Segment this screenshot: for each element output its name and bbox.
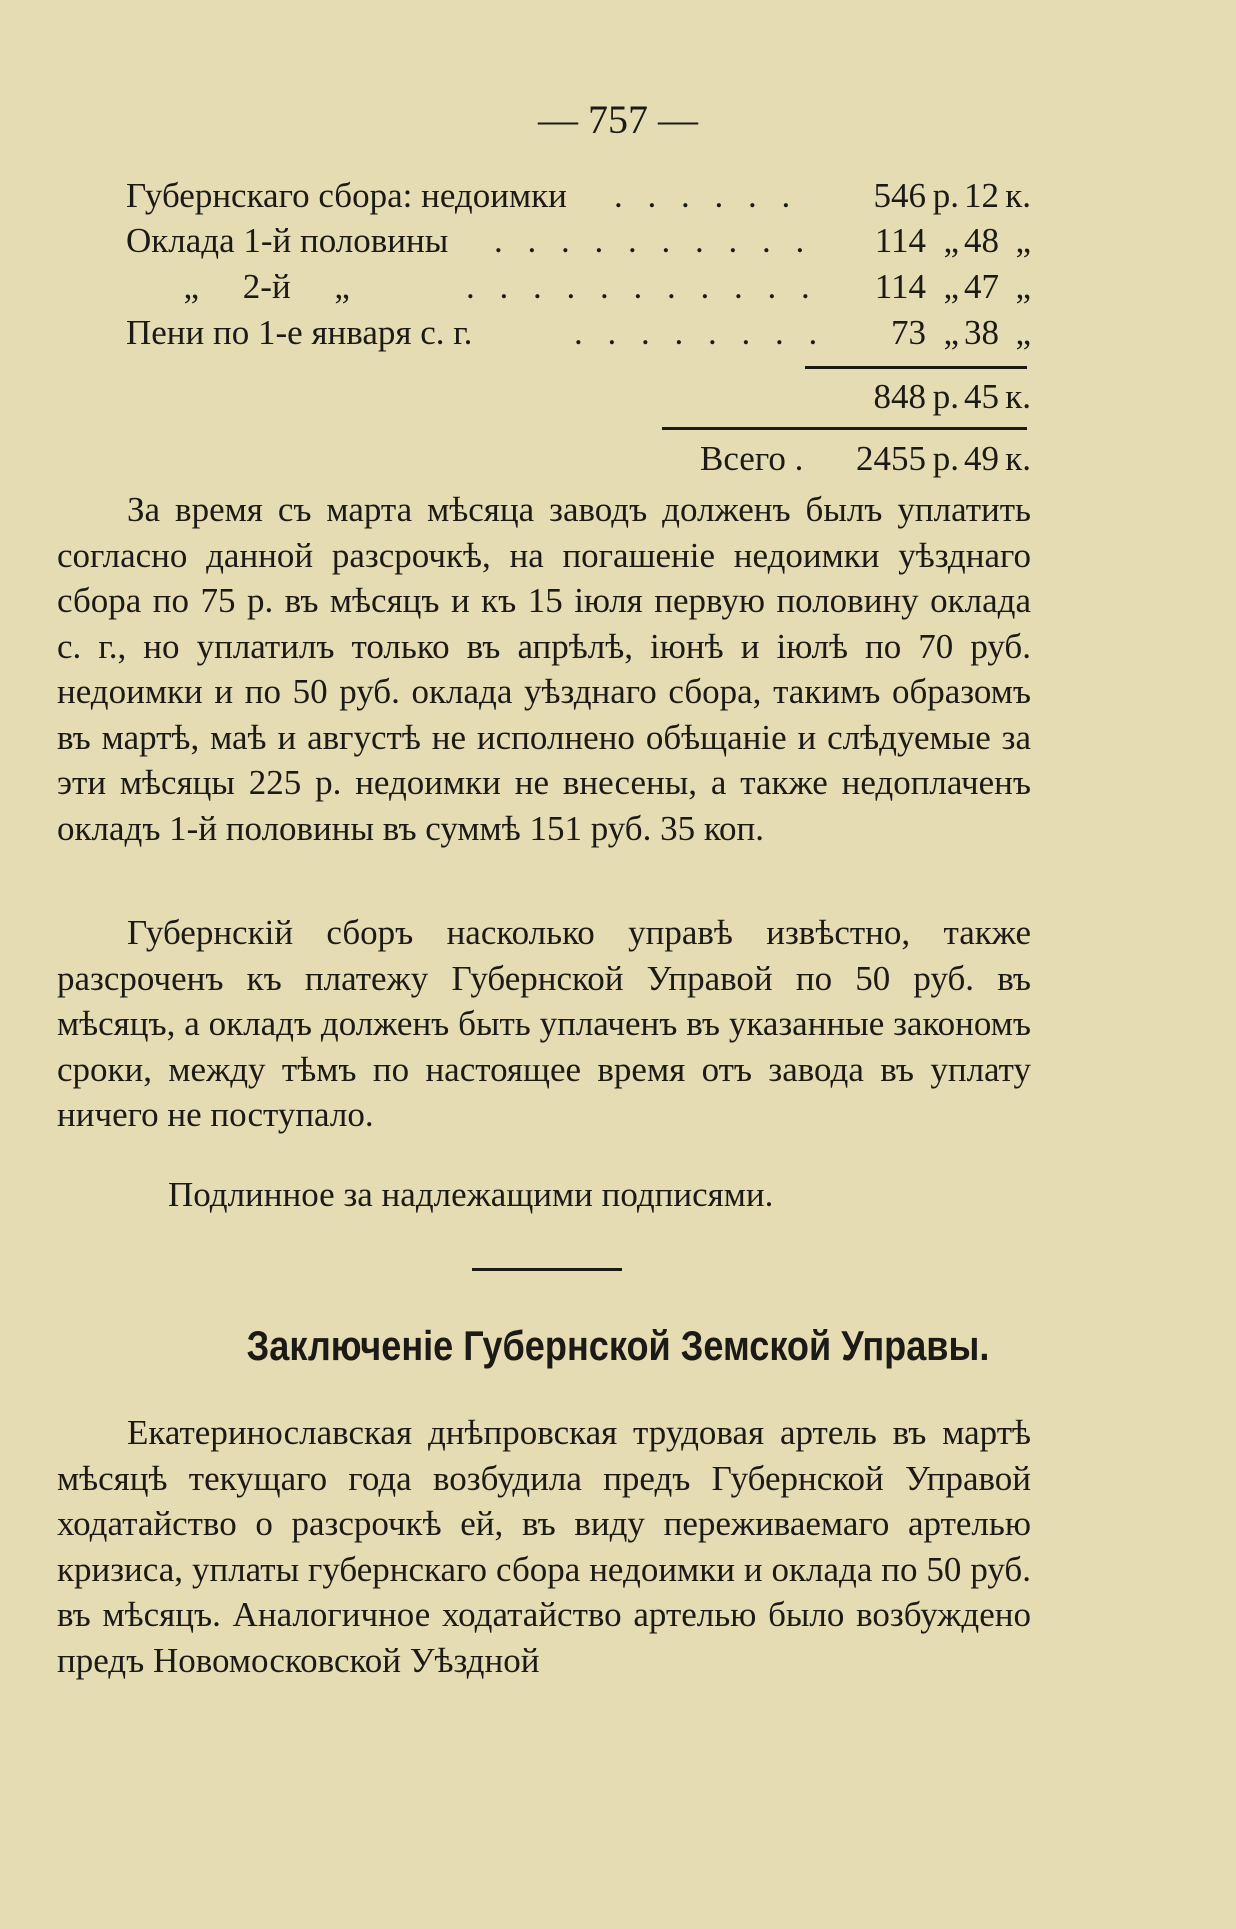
ledger-kopeck-unit: к. xyxy=(1005,176,1031,215)
ledger-ruble-unit: „ xyxy=(943,313,959,352)
ledger-rubles: 114 xyxy=(874,221,926,260)
subtotal-kopeck-unit: к. xyxy=(1005,377,1031,416)
ledger-row xyxy=(126,216,1031,266)
ledger-dots: . . . . . . . . xyxy=(574,313,826,352)
ledger-rubles: 546 xyxy=(873,176,926,215)
paragraph-provincial-levy: Губернскій сборъ насколько управѣ извѣстно, также разсроченъ къ платежу Губернской Управой по 50 руб. въ мѣсяцъ, а окладъ долженъ быть уплаченъ въ указанные закономъ сроки, между тѣмъ по настоящее время отъ завода въ уплату ничего не поступало. xyxy=(57,913,1031,1134)
ledger-kopeck-unit: „ xyxy=(1015,267,1031,306)
ledger-label: Губернскаго сбора: недоимки xyxy=(126,176,567,215)
page-number: — 757 — xyxy=(538,97,698,142)
ledger-kopecks: 12 xyxy=(964,176,999,215)
ledger-label: „ 2-й „ xyxy=(166,267,350,306)
ledger-ruble-unit: р. xyxy=(932,176,959,215)
ledger-kopecks: 47 xyxy=(964,267,999,306)
ledger-label: Пени по 1-е января с. г. xyxy=(126,313,473,352)
ledger-row xyxy=(126,262,1031,312)
total-row xyxy=(126,434,1031,484)
paragraph-conclusion: Екатеринославская днѣпровская трудовая артель въ мартѣ мѣсяцѣ текущаго года возбудила предъ Губернской Управой ходатайство о разсрочкѣ ей, въ виду переживаемаго артелью кризиса, уплаты губернскаго сбора недоимки и оклада по 50 руб. въ мѣсяцъ. Аналогичное ходатайство артелью было возбуждено предъ Новомосковской Уѣздной xyxy=(57,1413,1031,1680)
ledger-kopecks: 48 xyxy=(964,221,999,260)
ledger-row xyxy=(126,308,1031,358)
ledger-dots: . . . . . . . . . . xyxy=(494,221,813,260)
subtotal-rubles: 848 xyxy=(873,377,926,416)
signature-note: Подлинное за надлежащими подписями. xyxy=(168,1175,774,1214)
ledger-kopeck-unit: „ xyxy=(1015,313,1031,352)
subtotal-row xyxy=(126,372,1031,422)
total-kopeck-unit: к. xyxy=(1005,439,1031,478)
ledger-rubles: 73 xyxy=(891,313,926,352)
ledger-ruble-unit: „ xyxy=(943,221,959,260)
paragraph-payment-schedule: За время съ марта мѣсяца заводъ долженъ былъ уплатить согласно данной разсрочкѣ, на погашеніе недоимки уѣзднаго сбора по 75 р. въ мѣсяцъ и къ 15 іюля первую половину оклада с. г., но уплатилъ только въ апрѣлѣ, іюнѣ и іюлѣ по 70 руб. недоимки и по 50 руб. оклада уѣзднаго сбора, такимъ образомъ въ мартѣ, маѣ и августѣ не исполнено обѣщаніе и слѣдуемые за эти мѣсяцы 225 р. недоимки не внесены, а также недоплаченъ окладъ 1-й половины въ суммѣ 151 руб. 35 коп. xyxy=(57,490,1031,848)
ledger-kopeck-unit: „ xyxy=(1015,221,1031,260)
total-label: Всего . xyxy=(700,439,804,478)
ledger-label: Оклада 1-й половины xyxy=(126,221,449,260)
section-heading: Заключеніе Губернской Земской Управы. xyxy=(246,1322,990,1369)
subtotal-kopecks: 45 xyxy=(964,377,999,416)
ledger-kopecks: 38 xyxy=(964,313,999,352)
subtotal-ruble-unit: р. xyxy=(932,377,959,416)
ledger-rubles: 114 xyxy=(874,267,926,306)
total-rubles: 2455 xyxy=(856,439,926,478)
subtotal-rule xyxy=(805,366,1027,369)
total-rule xyxy=(662,427,1027,430)
ledger-row xyxy=(126,171,1031,221)
section-divider xyxy=(472,1268,622,1271)
ledger-ruble-unit: „ xyxy=(943,267,959,306)
ledger-dots: . . . . . . xyxy=(614,176,799,215)
ledger-dots: . . . . . . . . . . . xyxy=(466,267,818,306)
total-ruble-unit: р. xyxy=(932,439,959,478)
total-kopecks: 49 xyxy=(964,439,999,478)
